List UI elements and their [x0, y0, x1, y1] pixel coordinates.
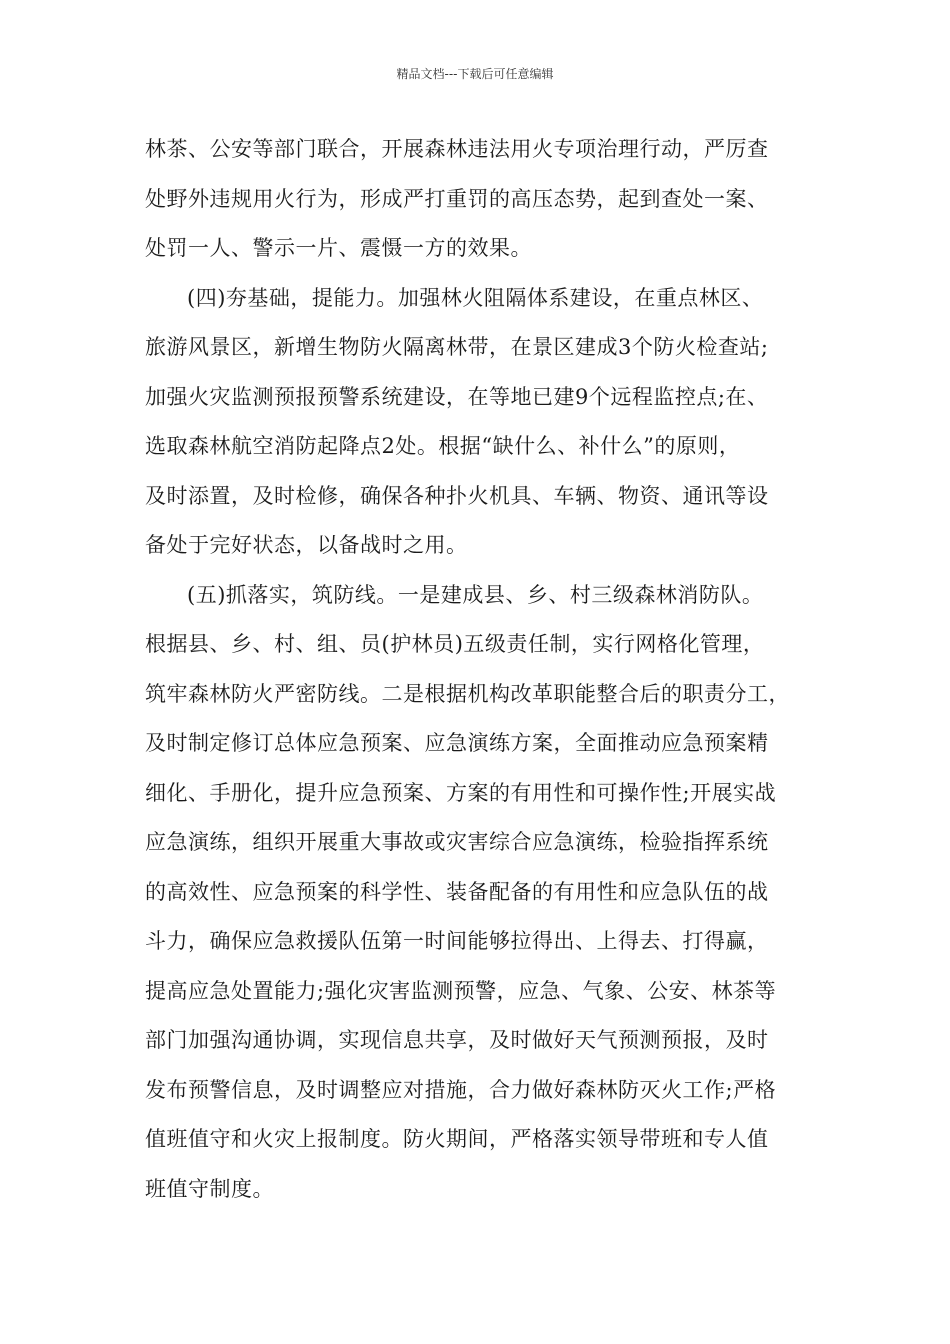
paragraph-start-line: (五)抓落实，筑防线。一是建成县、乡、村三级森林消防队。	[187, 582, 764, 607]
text-line: 选取森林航空消防起降点2处。根据“缺什么、补什么”的原则，	[145, 434, 741, 458]
text-line: 斗力，确保应急救援队伍第一时间能够拉得出、上得去、打得赢，	[145, 929, 769, 953]
text-line: 旅游风景区，新增生物防火隔离林带，在景区建成3个防火检查站;	[145, 335, 769, 359]
text-line: 发布预警信息，及时调整应对措施，合力做好森林防灭火工作;严格	[145, 1077, 777, 1102]
text-line: 值班值守和火灾上报制度。防火期间，严格落实领导带班和专人值	[145, 1127, 769, 1151]
text-line: 细化、手册化，提升应急预案、方案的有用性和可操作性;开展实战	[145, 780, 777, 805]
body-text	[145, 125, 825, 1214]
text-line: 处罚一人、警示一片、震慑一方的效果。	[145, 236, 532, 260]
text-line: 提高应急处置能力;强化灾害监测预警，应急、气象、公安、林茶等	[145, 978, 777, 1003]
paragraph-start-line: (四)夯基础，提能力。加强林火阻隔体系建设，在重点林区、	[187, 285, 764, 310]
text-line: 根据县、乡、村、组、员(护林员)五级责任制，实行网格化管理，	[145, 632, 765, 656]
text-line: 及时制定修订总体应急预案、应急演练方案，全面推动应急预案精	[145, 731, 769, 755]
text-line: 筑牢森林防火严密防线。二是根据机构改革职能整合后的职责分工，	[145, 681, 790, 706]
text-line: 备处于完好状态，以备战时之用。	[145, 533, 468, 557]
text-line: 班值守制度。	[145, 1176, 274, 1201]
text-line: 及时添置，及时检修，确保各种扑火机具、车辆、物资、通讯等设	[145, 483, 769, 508]
text-line: 林茶、公安等部门联合，开展森林违法用火专项治理行动，严厉查	[145, 137, 769, 161]
text-line: 加强火灾监测预报预警系统建设，在等地已建9个远程监控点;在、	[145, 384, 769, 409]
text-line: 应急演练，组织开展重大事故或灾害综合应急演练，检验指挥系统	[145, 830, 769, 854]
text-line: 处野外违规用火行为，形成严打重罚的高压态势，起到查处一案、	[145, 186, 769, 211]
text-line: 的高效性、应急预案的科学性、装备配备的有用性和应急队伍的战	[145, 879, 769, 904]
page-header: 精品文档---下载后可任意编辑	[396, 67, 554, 81]
text-line: 部门加强沟通协调，实现信息共享，及时做好天气预测预报，及时	[145, 1028, 769, 1052]
